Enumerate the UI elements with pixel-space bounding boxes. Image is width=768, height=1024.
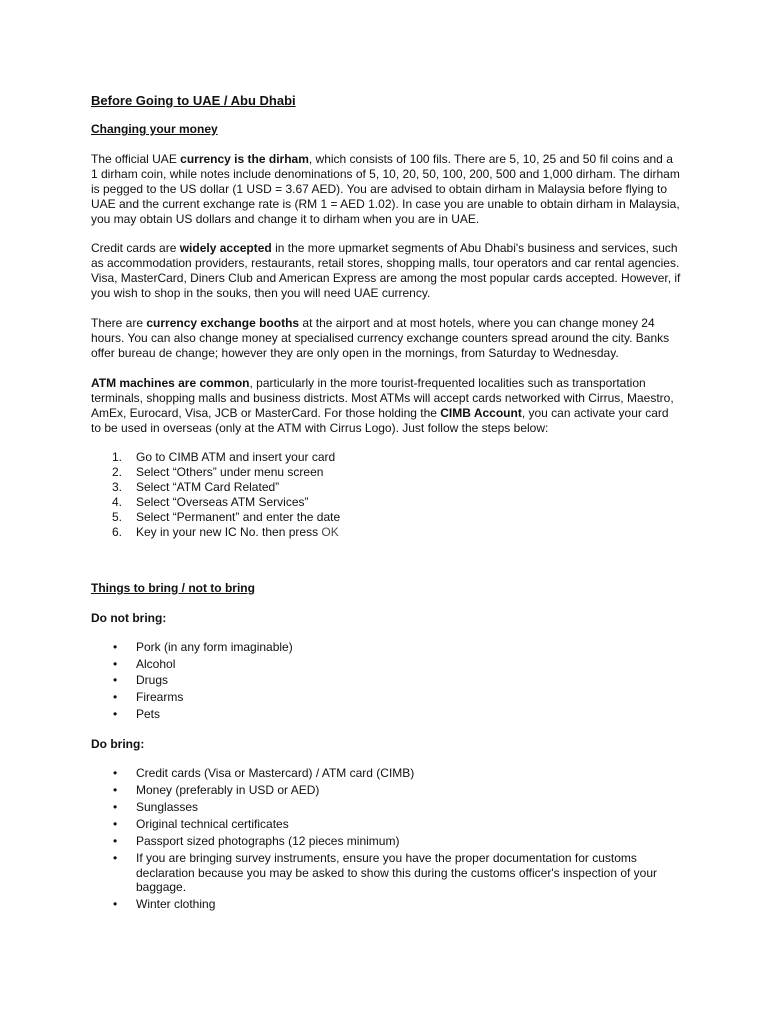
list-number: 1. (112, 450, 123, 465)
paragraph-exchange-booths (91, 316, 681, 361)
list-item-text: Original technical certificates (136, 816, 289, 831)
bullet-icon: • (113, 833, 118, 848)
list-number: 5. (112, 510, 123, 525)
bullet-icon: • (113, 673, 118, 688)
bullet-icon: • (113, 799, 118, 814)
list-item-text: Pets (136, 707, 161, 722)
list-item-text: Passport sized photographs (12 pieces minimum) (136, 833, 400, 848)
text: , you can activate your card to be used in overseas (only at the ATM with Cirrus Logo). Just follow the steps below: (91, 405, 669, 435)
list-number: 3. (112, 480, 123, 495)
list-item (91, 783, 681, 798)
do-bring-list (91, 766, 681, 912)
list-number: 6. (112, 524, 123, 539)
text: The official UAE (91, 151, 181, 166)
text: in the more upmarket segments of Abu Dhabi's business and services, such as accommodation providers, restaurants, retail stores, shopping malls, tour operators and car rental agencies. Visa, MasterCard, Diners Club and American Express are among the most popular cards accepted. However, if you wish to shop in the souks, then you will need UAE currency. (91, 241, 681, 301)
section-heading-money: Changing your money (91, 122, 218, 136)
ok-text: OK (321, 524, 339, 539)
bold-text: ATM machines are common (91, 375, 250, 390)
bullet-icon: • (113, 766, 118, 781)
list-item (91, 480, 681, 495)
list-item (91, 834, 681, 849)
paragraph-atm (91, 376, 681, 436)
bullet-icon: • (113, 690, 118, 705)
list-item (91, 817, 681, 832)
list-number: 2. (112, 465, 123, 480)
list-number: 4. (112, 495, 123, 510)
do-not-bring-heading: Do not bring: (91, 610, 167, 625)
bold-text: widely accepted (179, 241, 272, 256)
list-item (91, 510, 681, 525)
bullet-icon: • (113, 656, 118, 671)
list-item (91, 673, 681, 688)
bold-text: CIMB Account (440, 405, 522, 420)
list-item-text: Select “Others” under menu screen (136, 465, 324, 480)
list-item-text: Go to CIMB ATM and insert your card (136, 450, 336, 465)
list-item-text: Pork (in any form imaginable) (136, 639, 293, 654)
text: at the airport and at most hotels, where you can change money 24 hours. You can also change money at specialised currency exchange counters spread around the city. Banks offer bureau de change; however they are only open in the mornings, from Saturday to Wednesday. (91, 316, 670, 360)
list-item (91, 465, 681, 480)
paragraph-currency (91, 152, 681, 227)
list-item-text: Key in your new IC No. then press (136, 524, 322, 539)
list-item-text: Select “Permanent” and enter the date (136, 510, 341, 525)
bullet-icon: • (113, 783, 118, 797)
list-item (91, 525, 681, 540)
list-item (91, 495, 681, 510)
bullet-icon: • (113, 897, 118, 912)
bullet-icon: • (113, 707, 118, 722)
list-item (91, 640, 681, 655)
do-not-bring-list (91, 640, 681, 723)
list-item (91, 851, 681, 896)
bullet-icon: • (113, 850, 118, 865)
atm-steps-list (91, 450, 681, 539)
text: , particularly in the more tourist-frequented localities such as transportation terminals, shopping malls and business districts. Most ATMs will accept cards networked with Cirrus, Maestro, AmEx, Eurocard, Visa, JCB or MasterCard. For those holding the (91, 375, 674, 420)
list-item-text: Select “Overseas ATM Services” (136, 495, 309, 510)
list-item-text: Money (preferably in USD or AED) (136, 783, 320, 797)
list-item (91, 897, 681, 912)
section-heading-bring: Things to bring / not to bring (91, 580, 255, 595)
text: Credit cards are (91, 241, 180, 256)
list-item-text: Firearms (136, 690, 184, 705)
list-item (91, 800, 681, 815)
list-item (91, 657, 681, 672)
list-item-text: Drugs (136, 673, 169, 688)
bold-text: currency exchange booths (146, 316, 300, 331)
list-item (91, 707, 681, 722)
bold-text: currency is the dirham (180, 151, 309, 166)
text: There are (91, 316, 147, 331)
document-title: Before Going to UAE / Abu Dhabi (91, 93, 296, 108)
list-item (91, 690, 681, 705)
text: , which consists of 100 fils. There are 5, 10, 25 and 50 fil coins and a 1 dirham coin, while notes include denominations of 5, 10, 20, 50, 100, 200, 500 and 1,000 dirham. The dirham is pegged to the US dollar (1 USD = 3.67 AED). You are advised to obtain dirham in Malaysia before flying to UAE and the current exchange rate is (RM 1 = AED 1.02). In case you are unable to obtain dirham in Malaysia, you may obtain US dollars and change it to dirham when you are in UAE. (91, 151, 680, 226)
list-item-text: Credit cards (Visa or Mastercard) / ATM card (CIMB) (136, 766, 415, 781)
bullet-icon: • (113, 816, 118, 831)
list-item-text: Sunglasses (136, 799, 199, 814)
paragraph-credit-cards (91, 241, 681, 301)
document-page (91, 93, 681, 927)
list-item (91, 450, 681, 465)
list-item-text: Winter clothing (136, 897, 216, 912)
do-bring-heading: Do bring: (91, 737, 145, 752)
list-item-text: Alcohol (136, 656, 176, 671)
bullet-icon: • (113, 639, 118, 654)
list-item-text: If you are bringing survey instruments, ensure you have the proper documentation for customs declaration because you may be asked to show this during the customs officer's inspection of your baggage. (136, 850, 658, 895)
list-item (91, 766, 681, 781)
list-item-text: Select “ATM Card Related” (136, 480, 280, 495)
